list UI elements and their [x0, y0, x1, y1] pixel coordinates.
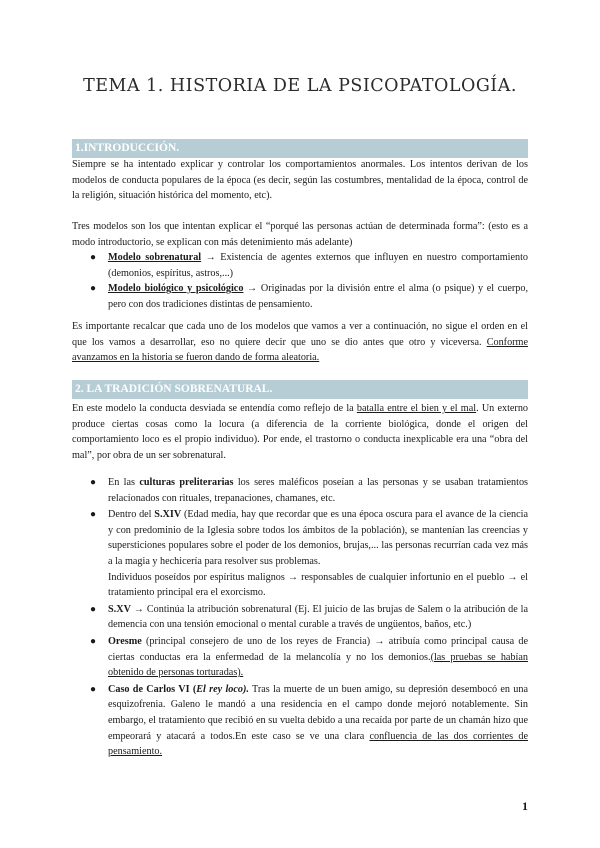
list-item: [90, 634, 528, 681]
item-bold: S.XV: [108, 603, 131, 615]
document-title: TEMA 1. HISTORIA DE LA PSICOPATOLOGÍA.: [83, 76, 517, 96]
item-bold: S.XIV: [154, 509, 182, 521]
item-text: (Edad media, hay que recordar que es una época oscura para el avance de la ciencia y con predominio de la Iglesia sobre todos los ámbitos de la población), se mantenían las creencias y supersticiones populares sobre el poder de los demonios, brujas,... las personas recurrían cada vez más a la magia y hechicería para resolver sus problemas.: [108, 509, 528, 567]
item-underlined: (las pruebas se habían obtenido de personas torturadas).: [108, 651, 528, 679]
list-item: [90, 475, 528, 506]
sobrenatural-p1-a: En este modelo la conducta desviada se entendía como reflejo de la: [72, 403, 357, 414]
item-underlined: confluencia de las dos corrientes de pensamiento.: [108, 730, 528, 758]
item-text: los seres maléficos poseían a las personas y se usaban tratamientos relacionados con rituales, trepanaciones, chamanes, etc.: [108, 477, 528, 504]
list-item: [90, 507, 528, 601]
item-bold: culturas preliterarias: [139, 477, 234, 488]
bullet-icon: ●: [90, 252, 97, 263]
list-item: [90, 250, 528, 281]
bullet-icon: ●: [90, 477, 97, 488]
list-item: [90, 602, 528, 633]
item-text: Tras la muerte de un buen amigo, su depresión desembocó en una esquizofrenia. Galeno le mandó a una residencia en el campo donde mejoró notablemente. Sin embargo, el tratamiento que recibió en su vuelta debido a una recaída por parte de un chamán hizo que empeorará y atacará a todos.En este caso se ve una clara: [108, 683, 528, 742]
section-heading-introduccion: 1.INTRODUCCIÓN.: [72, 139, 528, 158]
item-extra: Individuos poseídos por espíritus malignos → responsables de cualquier infortunio en el pueblo → el tratamiento principal era el exorcismo.: [108, 571, 528, 599]
item-bold: Caso de Carlos VI (: [108, 683, 197, 695]
intro-paragraph-2: Tres modelos son los que intentan explicar el “porqué las personas actúan de determinada forma”: (esto es a modo introductorio, se explican con más detenimiento más adelante): [72, 221, 528, 248]
sobrenatural-paragraph-1: [72, 401, 528, 463]
item-bold: Oresme: [108, 635, 142, 647]
bullet-icon: ●: [90, 283, 97, 295]
intro-paragraph-3-underlined: Conforme avanzamos en la historia se fueron dando de forma aleatoria.: [72, 336, 528, 364]
model-label: Modelo sobrenatural: [108, 252, 202, 263]
list-item: [90, 682, 528, 760]
section-heading-tradicion-sobrenatural: 2. LA TRADICIÓN SOBRENATURAL.: [72, 380, 528, 399]
model-description: → Originadas por la división entre el alma (o psique) y el cuerpo, pero con dos tradiciones distintas de pensamiento.: [108, 283, 528, 310]
model-description: → Existencia de agentes externos que influyen en nuestro comportamiento (demonios, espíritus, astros,...): [108, 252, 528, 279]
intro-paragraph-3: [72, 319, 528, 366]
intro-paragraph-3-text: Es importante recalcar que cada uno de los modelos que vamos a ver a continuación, no sigue el orden en el que los vamos a desarrollar, eso no quiere decir que uno se dio antes que otro y viceversa.: [72, 321, 528, 348]
page-number: 1: [522, 799, 528, 813]
models-list: [90, 250, 528, 312]
item-text: → Continúa la atribución sobrenatural (Ej. El juicio de las brujas de Salem o la atribución de la demencia con una tensión emocional o mental curable a través de ungüentos, baños, etc.): [108, 603, 528, 631]
sobrenatural-p1-underlined: batalla entre el bien y el mal: [356, 403, 477, 414]
sobrenatural-p1-b: . Un externo produce ciertas cosas como la locura (a diferencia de la corriente biológica, donde el origen del comportamiento loco es el propio individuo). Por ende, el trastorno o conducta inexplicable era una “obra del mal”, por obra de un ser sobrenatural.: [72, 403, 529, 461]
intro-paragraph-1: Siempre se ha intentado explicar y controlar los comportamientos anormales. Los intentos derivan de los modelos de conducta populares de la época (es decir, según las costumbres, mentalidad de la época, control de la religión, situación histórica del momento, etc).: [72, 159, 528, 202]
model-label: Modelo biológico y psicológico: [108, 283, 244, 295]
item-italic: El rey loco).: [196, 683, 249, 695]
item-pre: En las: [108, 477, 140, 488]
bullet-icon: ●: [90, 635, 97, 647]
bullet-icon: ●: [90, 683, 97, 695]
item-text: (principal consejero de uno de los reyes de Francia) → atribuía como principal causa de ciertas conductas era la enfermedad de la melancolía y no los demonios.: [108, 635, 528, 663]
bullet-icon: ●: [90, 509, 97, 521]
list-item: [90, 281, 528, 312]
item-pre: Dentro del: [108, 509, 155, 521]
sobrenatural-list: [90, 475, 528, 761]
bullet-icon: ●: [90, 603, 97, 615]
